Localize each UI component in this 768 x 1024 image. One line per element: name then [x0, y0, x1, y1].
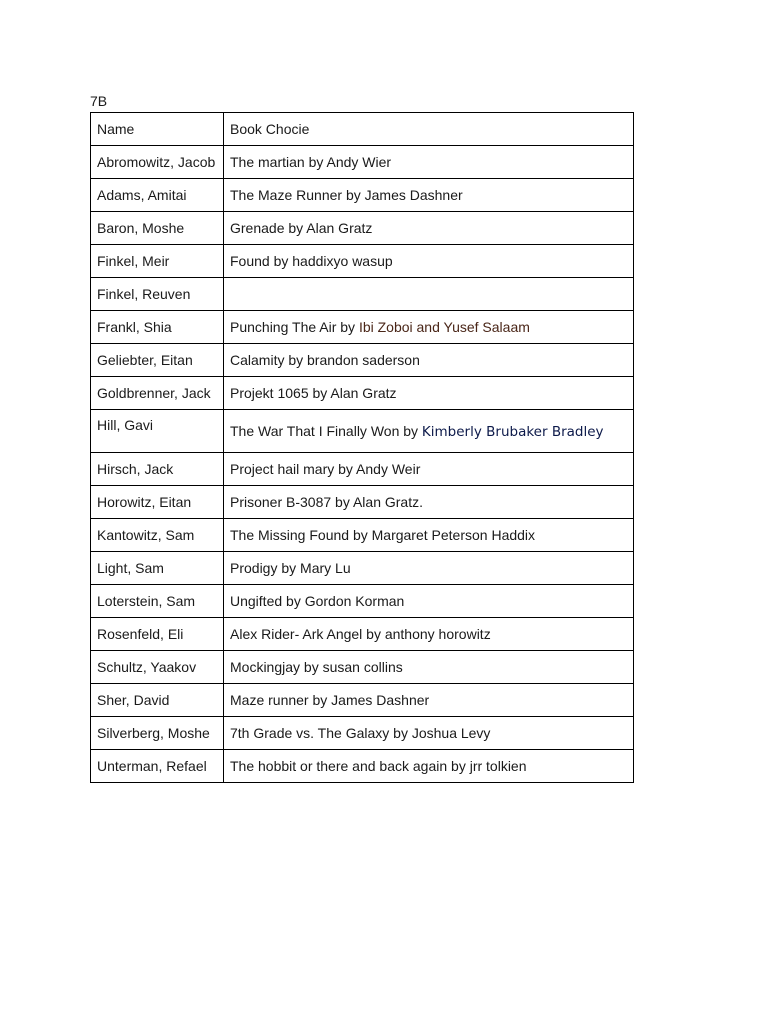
- table-row: [91, 750, 634, 783]
- table-row: [91, 453, 634, 486]
- table-row: [91, 410, 634, 453]
- student-name-cell: Loterstein, Sam: [91, 585, 224, 618]
- book-choice-cell: Maze runner by James Dashner: [224, 684, 634, 717]
- student-name-cell: Finkel, Meir: [91, 245, 224, 278]
- book-choice-cell: Mockingjay by susan collins: [224, 651, 634, 684]
- table-row: [91, 651, 634, 684]
- book-title-text: The War That I Finally Won by: [230, 422, 422, 439]
- table-header-row: [91, 113, 634, 146]
- book-choice-cell: Prisoner B-3087 by Alan Gratz.: [224, 486, 634, 519]
- table-row: [91, 245, 634, 278]
- student-name-cell: Horowitz, Eitan: [91, 486, 224, 519]
- book-choice-cell: The Missing Found by Margaret Peterson Haddix: [224, 519, 634, 552]
- student-name-cell: Finkel, Reuven: [91, 278, 224, 311]
- table-row: [91, 212, 634, 245]
- book-author-text: Kimberly Brubaker Bradley: [421, 423, 604, 440]
- student-name-cell: Hirsch, Jack: [91, 453, 224, 486]
- book-choice-cell: The Maze Runner by James Dashner: [224, 179, 634, 212]
- book-choice-cell: Alex Rider- Ark Angel by anthony horowitz: [224, 618, 634, 651]
- table-row: [91, 684, 634, 717]
- student-name-cell: Unterman, Refael: [91, 750, 224, 783]
- table-row: [91, 519, 634, 552]
- student-name-cell: Sher, David: [91, 684, 224, 717]
- book-choice-cell: Projekt 1065 by Alan Gratz: [224, 377, 634, 410]
- student-name-cell: Abromowitz, Jacob: [91, 146, 224, 179]
- student-name-cell: Adams, Amitai: [91, 179, 224, 212]
- student-name-cell: Schultz, Yaakov: [91, 651, 224, 684]
- book-choice-cell: The hobbit or there and back again by jrr tolkien: [224, 750, 634, 783]
- student-name-cell: Hill, Gavi: [91, 410, 224, 453]
- book-choice-cell: [224, 311, 634, 344]
- book-choice-cell: The martian by Andy Wier: [224, 146, 634, 179]
- book-title-text: Punching The Air by: [230, 319, 359, 335]
- student-name-cell: Rosenfeld, Eli: [91, 618, 224, 651]
- table-row: [91, 146, 634, 179]
- student-name-cell: Baron, Moshe: [91, 212, 224, 245]
- book-choice-cell: 7th Grade vs. The Galaxy by Joshua Levy: [224, 717, 634, 750]
- student-name-cell: Frankl, Shia: [91, 311, 224, 344]
- book-choice-cell-empty: [224, 278, 634, 311]
- header-book-cell: Book Chocie: [224, 113, 634, 146]
- table-row: [91, 486, 634, 519]
- book-choice-cell: Calamity by brandon saderson: [224, 344, 634, 377]
- book-choice-cell: Ungifted by Gordon Korman: [224, 585, 634, 618]
- book-choice-table: [90, 112, 634, 783]
- student-name-cell: Silverberg, Moshe: [91, 717, 224, 750]
- header-name-cell: Name: [91, 113, 224, 146]
- student-name-cell: Light, Sam: [91, 552, 224, 585]
- table-row: [91, 552, 634, 585]
- book-choice-cell: Project hail mary by Andy Weir: [224, 453, 634, 486]
- book-choice-cell: Found by haddixyo wasup: [224, 245, 634, 278]
- table-row: [91, 344, 634, 377]
- table-row: [91, 377, 634, 410]
- book-choice-cell: Grenade by Alan Gratz: [224, 212, 634, 245]
- book-author-text: Ibi Zoboi and Yusef Salaam: [358, 319, 530, 335]
- table-row: [91, 618, 634, 651]
- student-name-cell: Kantowitz, Sam: [91, 519, 224, 552]
- table-row: [91, 585, 634, 618]
- table-row: [91, 311, 634, 344]
- class-heading: 7B: [90, 93, 108, 109]
- table-row: [91, 179, 634, 212]
- student-name-cell: Goldbrenner, Jack: [91, 377, 224, 410]
- table-row: [91, 278, 634, 311]
- table-row: [91, 717, 634, 750]
- book-choice-cell: Prodigy by Mary Lu: [224, 552, 634, 585]
- student-name-cell: Geliebter, Eitan: [91, 344, 224, 377]
- book-choice-cell: [224, 410, 634, 453]
